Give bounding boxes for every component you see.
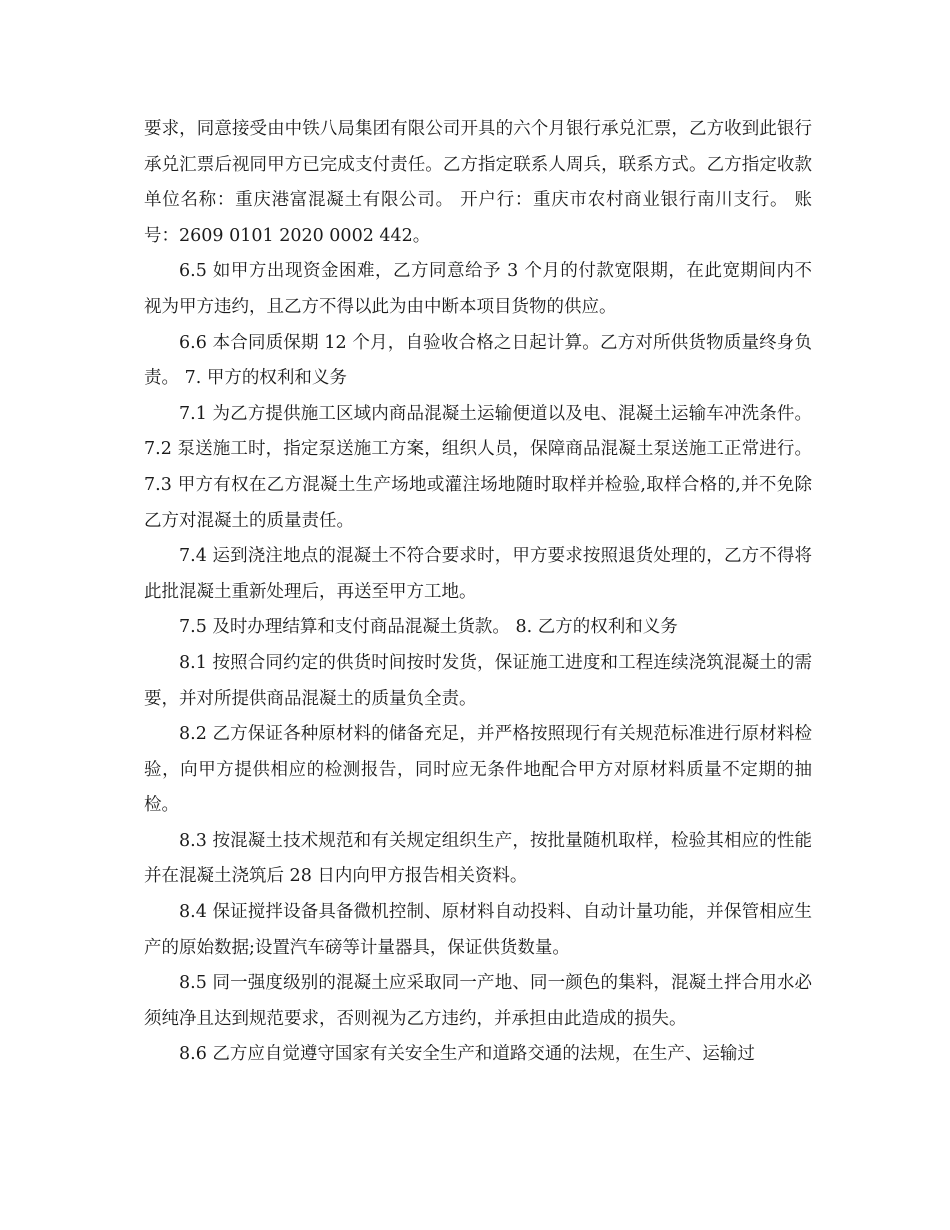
paragraph-clause-8-1: 8.1 按照合同约定的供货时间按时发货，保证施工进度和工程连续浇筑混凝土的需要，并对所提供商品混凝土的质量负全责。 [144,652,812,709]
paragraph-clause-6-5: 6.5 如甲方出现资金困难，乙方同意给予 3 个月的付款宽限期，在此宽期间内不视为甲方违约，且乙方不得以此为由中断本项目货物的供应。 [144,261,812,317]
paragraph-clause-8-4: 8.4 保证搅拌设备具备微机控制、原材料自动投料、自动计量功能，并保管相应生产的原始数据;设置汽车磅等计量器具，保证供货数量。 [144,902,812,958]
paragraph-payment-terms: 要求，同意接受由中铁八局集团有限公司开具的六个月银行承兑汇票，乙方收到此银行承兑汇票后视同甲方已完成支付责任。乙方指定联系人周兵，联系方式。乙方指定收款单位名称：重庆港富混凝土有限公司。 开户行：重庆市农村商业银行南川支行。 账号：2609 0101 2020 0002 442。 [144,119,812,246]
paragraph-clause-7-1: 7.1 为乙方提供施工区域内商品混凝土运输便道以及电、混凝土运输车冲洗条件。 7.2 泵送施工时，指定泵送施工方案，组织人员，保障商品混凝土泵送施工正常进行。 7.3 甲方有权在乙方混凝土生产场地或灌注场地随时取样并检验,取样合格的,并不免除乙方对混凝土的质量责任。 [144,403,812,531]
paragraph-clause-7-5: 7.5 及时办理结算和支付商品混凝土货款。 8. 乙方的权利和义务 [179,617,678,638]
paragraph-clause-6-6: 6.6 本合同质保期 12 个月，自验收合格之日起计算。乙方对所供货物质量终身负责。 7. 甲方的权利和义务 [144,332,812,389]
paragraph-clause-7-4: 7.4 运到浇注地点的混凝土不符合要求时，甲方要求按照退货处理的，乙方不得将此批混凝土重新处理后，再送至甲方工地。 [144,546,812,602]
paragraph-clause-8-6: 8.6 乙方应自觉遵守国家有关安全生产和道路交通的法规，在生产、运输过 [179,1044,755,1065]
paragraph-clause-8-5: 8.5 同一强度级别的混凝土应采取同一产地、同一颜色的集料，混凝土拌合用水必须纯净且达到规范要求，否则视为乙方违约，并承担由此造成的损失。 [144,973,812,1029]
paragraph-clause-8-2: 8.2 乙方保证各种原材料的储备充足，并严格按照现行有关规范标准进行原材料检验，向甲方提供相应的检测报告，同时应无条件地配合甲方对原材料质量不定期的抽检。 [144,724,812,816]
paragraph-clause-8-3: 8.3 按混凝土技术规范和有关规定组织生产，按批量随机取样，检验其相应的性能并在混凝土浇筑后 28 日内向甲方报告相关资料。 [144,830,812,887]
document-body [144,112,812,1073]
